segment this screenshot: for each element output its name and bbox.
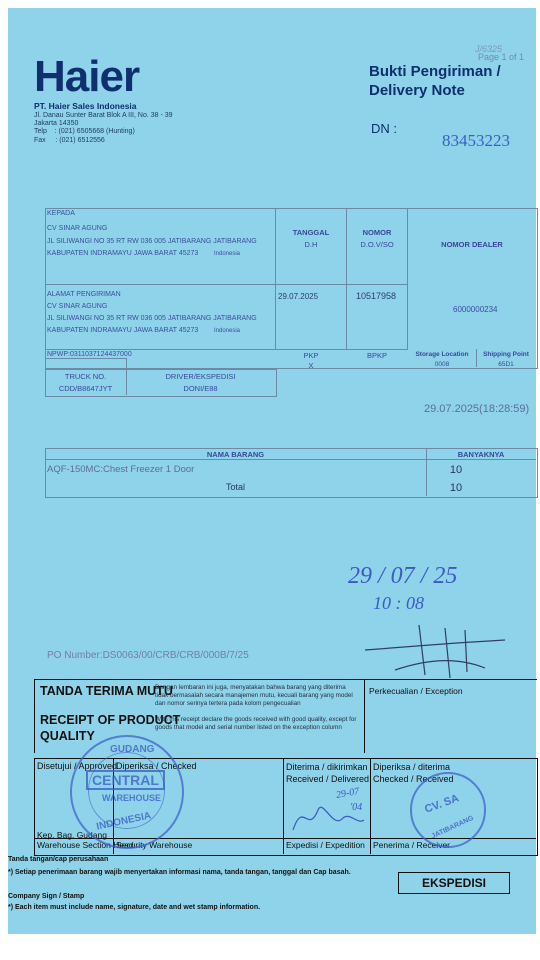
shipping-value: 65D1 (498, 361, 514, 368)
date-value: 29.07.2025 (278, 292, 319, 301)
receipt-title-en-2: QUALITY (40, 729, 95, 743)
stamp-text-4: INDONESIA (95, 810, 153, 833)
handwritten-time: 10 : 08 (373, 593, 424, 613)
customer-address-1: JL SILIWANGI NO 35 RT RW 036 005 JATIBARANG JATIBARANG (47, 238, 257, 245)
nomor-label: NOMOR (362, 228, 392, 237)
doc-title-line2: Delivery Note (369, 82, 465, 99)
ekspedisi-badge: EKSPEDISI (398, 872, 510, 894)
stamp2-text-2: JATIBARANG (430, 814, 475, 841)
delivered-signature (288, 790, 368, 840)
handwritten-date: 29 / 07 / 25 (348, 563, 458, 589)
sig-foot-2: Security Warehouse (116, 840, 193, 850)
truck-value: CDD/B8647JYT (58, 384, 113, 393)
box-handwritten-date: 29-07 (335, 786, 361, 801)
shipping-label: Shipping Point (483, 351, 529, 358)
customer-address-2: KABUPATEN INDRAMAYU JAWA BARAT 45273 (47, 250, 199, 257)
tanggal-label: TANGGAL (292, 228, 330, 237)
bpkp-label: BPKP (366, 351, 387, 360)
driver-label: DRIVER/EKSPEDISI (165, 372, 236, 381)
nomor-dealer-label: NOMOR DEALER (441, 240, 503, 249)
ship-country: Indonesia (214, 328, 241, 334)
item-row-qty: 10 (449, 464, 463, 476)
sig-divider-2 (283, 758, 284, 854)
box-handwritten-time: '04 (350, 802, 363, 813)
footer-line-4: *) Each item must include name, signature, date and wet stamp information. (8, 904, 261, 911)
ship-name: CV SINAR AGUNG (47, 303, 108, 310)
sig-approved: Disetujui / Approved (37, 761, 118, 771)
receiver-stamp (410, 772, 486, 848)
npwp: NPWP:0311037124437000 (47, 351, 132, 358)
footer-line-2: *) Setiap penerimaan barang wajib menyertakan informasi nama, tanda tangan, tanggal dan Cap basah. (8, 869, 351, 876)
stamp-text-3: WAREHOUSE (102, 793, 162, 803)
customer-cell (45, 208, 276, 285)
sig-foot-1: Kep. Bag. Gudang Warehouse Section Head (37, 830, 134, 850)
items-header-divider (45, 459, 536, 460)
sig-received: Diperiksa / diterima Checked / Received (373, 762, 454, 784)
doc-title-line1: Bukti Pengiriman / (369, 63, 501, 80)
receipt-text-id: Dengan lembaran ini juga, menyatakan bahwa barang yang diterima tidak bermasalah secara manajemen mutu, kecuali barang yang model dan nomor serinya tertera pada kolom pengecualian (155, 684, 353, 707)
ship-address-2: KABUPATEN INDRAMAYU JAWA BARAT 45273 (47, 327, 199, 334)
company-name: PT. Haier Sales Indonesia (34, 101, 137, 111)
dealer-number: 6000000234 (453, 305, 498, 314)
tanggal-sub: D.H (304, 240, 318, 249)
customer-country: Indonesia (214, 251, 241, 257)
stamp-text-2: CENTRAL (86, 770, 165, 790)
po-number: PO Number:DS0063/00/CRB/CRB/000B/7/25 (47, 650, 249, 661)
footer-line-1: Tanda tangan/cap perusahaan (8, 856, 109, 863)
storage-label: Storage Location (415, 351, 469, 358)
sig-delivered: Diterima / dikirimkan Received / Delivered (286, 762, 370, 784)
storage-value: 0008 (434, 361, 450, 368)
total-qty: 10 (449, 482, 463, 494)
sig-foot-3: Expedisi / Expedition (286, 840, 365, 850)
customer-name: CV SINAR AGUNG (47, 225, 108, 232)
receipt-title-id: TANDA TERIMA MUTU (40, 684, 173, 698)
pkp-label: PKP (303, 351, 319, 360)
pkp-value: X (308, 361, 314, 370)
sig-checked: Diperiksa / Checked (116, 761, 197, 771)
ship-address-1: JL SILIWANGI NO 35 RT RW 036 005 JATIBARANG JATIBARANG (47, 315, 257, 322)
truck-label: TRUCK NO. (64, 372, 107, 381)
printed-date: 29.07.2025(18:28:59) (424, 403, 530, 415)
truck-cell (45, 358, 127, 369)
exception-label: Perkecualian / Exception (369, 686, 463, 696)
signature-scribble (355, 620, 515, 680)
haier-logo: Haier (34, 52, 140, 101)
dn-number: 83453223 (442, 131, 510, 150)
receipt-text-en: With this receipt declare the goods received with good quality, except for goods that model and serial number listed on the exception column (155, 716, 357, 731)
receipt-title-en-1: RECEIPT OF PRODUCT (40, 713, 181, 727)
sig-divider-3 (370, 758, 371, 854)
items-col-name: NAMA BARANG (206, 450, 265, 459)
footer-line-3: Company Sign / Stamp (8, 893, 85, 900)
nomor-sub: D.O.V/SO (360, 240, 394, 249)
doc-title (369, 62, 501, 100)
page-count: Page 1 of 1 (478, 52, 525, 62)
company-address: Jl. Danau Sunter Barat Blok A III, No. 38 - 39 Jakarta 14350 Telp : (021) 6505668 (Hunting) Fax : (021) 6512556 (34, 112, 173, 144)
kepada-label: KEPADA (47, 210, 75, 217)
corner-scribble: J/6325 (475, 44, 503, 54)
item-row-name: AQF-150MC:Chest Freezer 1 Door (47, 464, 195, 475)
dn-label: DN : (371, 121, 397, 136)
items-col-qty: BANYAKNYA (457, 450, 505, 459)
driver-value: DONI/E88 (183, 384, 218, 393)
stamp-text-1: GUDANG (110, 744, 155, 755)
sig-foot-4: Penerima / Receiver (373, 840, 451, 850)
do-number: 10517958 (356, 291, 397, 301)
alamat-label: ALAMAT PENGIRIMAN (47, 291, 121, 298)
stamp2-text-1: CV. SA (423, 792, 461, 816)
total-label: Total (225, 482, 245, 492)
